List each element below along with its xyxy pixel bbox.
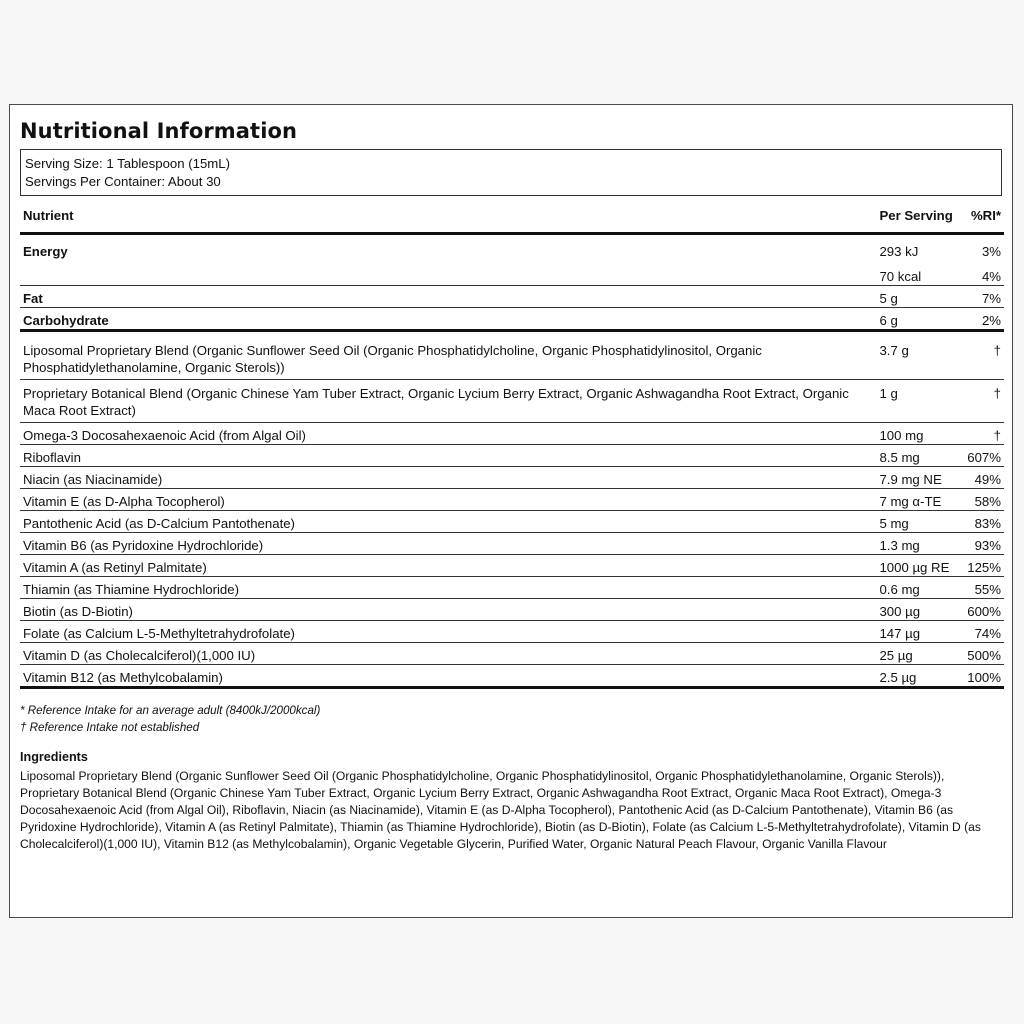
nutrient-amount: 25 µg xyxy=(876,643,958,665)
fat-label: Fat xyxy=(20,286,876,308)
page-title: Nutritional Information xyxy=(20,119,298,143)
nutrient-amount: 1.3 mg xyxy=(876,533,958,555)
nutrient-ri: 93% xyxy=(958,533,1004,555)
nutrient-ri: 74% xyxy=(958,621,1004,643)
carbohydrate-ri: 2% xyxy=(958,308,1004,331)
nutrient-ri: 55% xyxy=(958,577,1004,599)
header-nutrient: Nutrient xyxy=(20,205,876,234)
nutrient-amount: 0.6 mg xyxy=(876,577,958,599)
table-row xyxy=(20,489,1004,511)
table-row-energy-kcal xyxy=(20,260,1004,286)
nutrient-label: Folate (as Calcium L-5-Methyltetrahydrofolate) xyxy=(20,621,876,643)
fat-amount: 5 g xyxy=(876,286,958,308)
nutrient-label: Biotin (as D-Biotin) xyxy=(20,599,876,621)
nutrition-table xyxy=(20,205,1004,689)
nutrient-amount: 1 g xyxy=(876,380,958,423)
energy-label: Energy xyxy=(23,244,68,259)
nutrient-ri: 607% xyxy=(958,445,1004,467)
nutrient-ri: † xyxy=(958,331,1004,380)
table-row-carbohydrate xyxy=(20,308,1004,331)
table-row xyxy=(20,467,1004,489)
nutrient-label: Vitamin D (as Cholecalciferol)(1,000 IU) xyxy=(20,643,876,665)
table-row xyxy=(20,445,1004,467)
ingredients-text: Liposomal Proprietary Blend (Organic Sunflower Seed Oil (Organic Phosphatidylcholine, Organic Phosphatidylinositol, Organic Phosphatidylethanolamine, Organic Sterols)), Proprietary Botanical Blend (Organic Chinese Yam Tuber Extract, Organic Lycium Berry Extract, Organic Ashwagandha Root Extract, Organic Maca Root Extract), Omega-3 Docosahexaenoic Acid (from Algal Oil), Riboflavin, Niacin (as Niacinamide), Vitamin E (as D-Alpha Tocopherol), Pantothenic Acid (as D-Calcium Pantothenate), Vitamin B6 (as Pyridoxine Hydrochloride), Vitamin A (as Retinyl Palmitate), Thiamin (as Thiamine Hydrochloride), Biotin (as D-Biotin), Folate (as Calcium L-5-Methyltetrahydrofolate), Vitamin D (as Cholecalciferol)(1,000 IU), Vitamin B12 (as Methylcobalamin), Organic Vegetable Glycerin, Purified Water, Organic Natural Peach Flavour, Organic Vanilla Flavour xyxy=(20,769,981,851)
carbohydrate-label: Carbohydrate xyxy=(20,308,876,331)
nutrient-ri: 600% xyxy=(958,599,1004,621)
nutrient-amount: 100 mg xyxy=(876,423,958,445)
fat-ri: 7% xyxy=(958,286,1004,308)
footnote-reference-intake: * Reference Intake for an average adult (8400kJ/2000kcal) xyxy=(20,704,321,717)
nutrient-ri: 49% xyxy=(958,467,1004,489)
nutrient-label: Proprietary Botanical Blend (Organic Chinese Yam Tuber Extract, Organic Lycium Berry Extract, Organic Ashwagandha Root Extract, Organic Maca Root Extract) xyxy=(20,380,876,423)
nutrient-amount: 1000 µg RE xyxy=(876,555,958,577)
ingredients-title: Ingredients xyxy=(20,750,88,764)
nutrient-amount: 5 mg xyxy=(876,511,958,533)
table-row xyxy=(20,621,1004,643)
serving-info-box xyxy=(20,149,1002,196)
nutrient-label: Thiamin (as Thiamine Hydrochloride) xyxy=(20,577,876,599)
nutrition-panel xyxy=(9,104,1013,918)
serving-size: Serving Size: 1 Tablespoon (15mL) xyxy=(25,156,231,171)
footnote-not-established: † Reference Intake not established xyxy=(20,721,200,734)
table-row-fat xyxy=(20,286,1004,308)
energy-kcal-spacer xyxy=(20,260,876,286)
energy-kcal-ri: 4% xyxy=(958,260,1004,286)
nutrient-ri: 58% xyxy=(958,489,1004,511)
table-row xyxy=(20,331,1004,380)
nutrient-amount: 7.9 mg NE xyxy=(876,467,958,489)
nutrient-label: Riboflavin xyxy=(20,445,876,467)
energy-kcal: 70 kcal xyxy=(876,260,958,286)
table-row xyxy=(20,665,1004,688)
table-header-row xyxy=(20,205,1004,234)
table-row xyxy=(20,643,1004,665)
nutrient-label: Niacin (as Niacinamide) xyxy=(20,467,876,489)
nutrient-amount: 300 µg xyxy=(876,599,958,621)
nutrient-amount: 7 mg α-TE xyxy=(876,489,958,511)
nutrient-label: Omega-3 Docosahexaenoic Acid (from Algal Oil) xyxy=(20,423,876,445)
carbohydrate-amount: 6 g xyxy=(876,308,958,331)
table-row xyxy=(20,599,1004,621)
nutrient-amount: 2.5 µg xyxy=(876,665,958,688)
footnotes xyxy=(20,702,1002,736)
nutrient-ri: † xyxy=(958,423,1004,445)
nutrient-ri: 100% xyxy=(958,665,1004,688)
nutrient-ri: 125% xyxy=(958,555,1004,577)
nutrient-amount: 147 µg xyxy=(876,621,958,643)
header-per-serving: Per Serving xyxy=(876,205,958,234)
nutrient-amount: 3.7 g xyxy=(876,331,958,380)
table-row-energy-kj xyxy=(20,234,1004,261)
nutrient-label: Vitamin A (as Retinyl Palmitate) xyxy=(20,555,876,577)
table-row xyxy=(20,577,1004,599)
nutrient-label: Vitamin E (as D-Alpha Tocopherol) xyxy=(20,489,876,511)
energy-kj: 293 kJ xyxy=(879,244,919,259)
servings-per-container: Servings Per Container: About 30 xyxy=(25,174,221,189)
table-row xyxy=(20,380,1004,423)
header-ri: %RI* xyxy=(958,205,1004,234)
nutrient-label: Vitamin B12 (as Methylcobalamin) xyxy=(20,665,876,688)
table-row xyxy=(20,533,1004,555)
nutrient-ri: 500% xyxy=(958,643,1004,665)
nutrient-amount: 8.5 mg xyxy=(876,445,958,467)
nutrient-ri: 83% xyxy=(958,511,1004,533)
nutrient-ri: † xyxy=(958,380,1004,423)
table-row xyxy=(20,511,1004,533)
nutrient-label: Vitamin B6 (as Pyridoxine Hydrochloride) xyxy=(20,533,876,555)
nutrient-label: Pantothenic Acid (as D-Calcium Pantothenate) xyxy=(20,511,876,533)
nutrient-label: Liposomal Proprietary Blend (Organic Sunflower Seed Oil (Organic Phosphatidylcholine, Organic Phosphatidylinositol, Organic Phosphatidylethanolamine, Organic Sterols)) xyxy=(20,331,876,380)
table-row xyxy=(20,555,1004,577)
table-row xyxy=(20,423,1004,445)
energy-kj-ri: 3% xyxy=(981,244,1001,259)
